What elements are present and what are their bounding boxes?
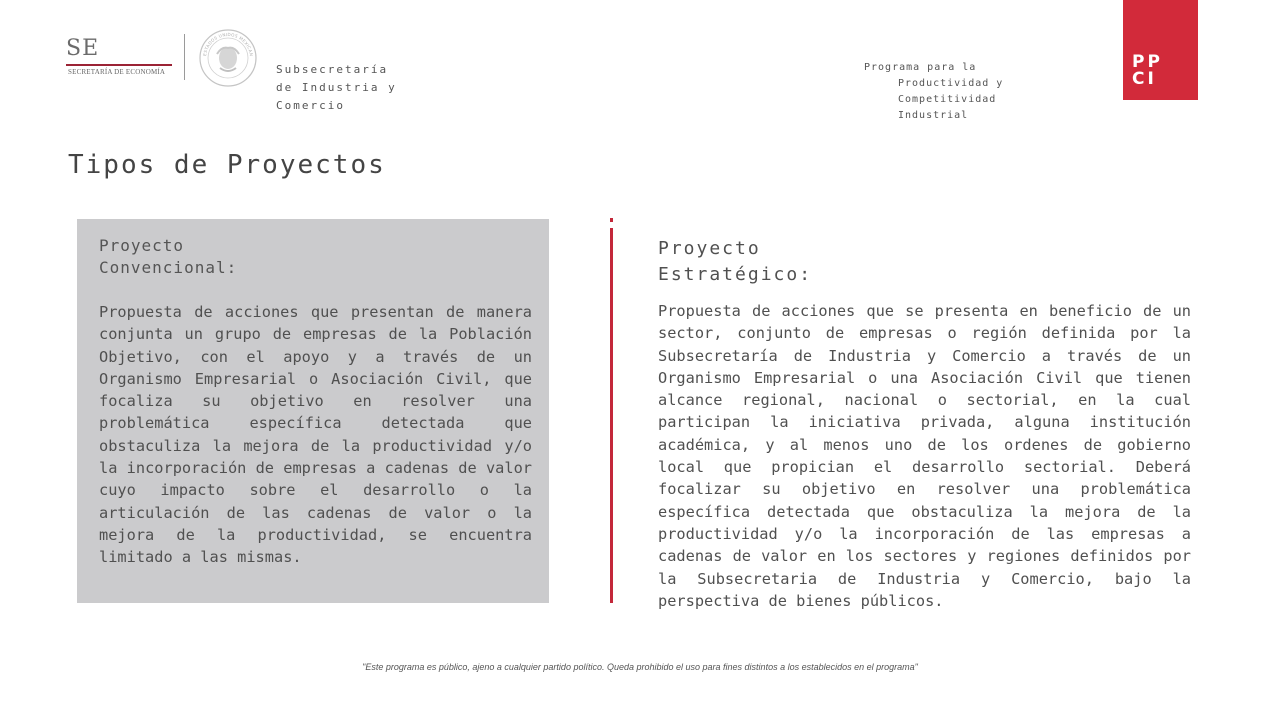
card-body: Propuesta de acciones que presentan de manera conjunta un grupo de empresas de la Población Objetivo, con el apoyo y a través de un Organismo Empresarial o Asociación Civil, que focaliza su objetivo en resolver una problemática específica detectada que obstaculiza la mejora de la productividad y/o la incorporación de empresas a cadenas de valor cuyo impacto sobre el desarrollo o la articulación de las cadenas de valor o la mejora de la productividad, se encuentra limitado a las mismas. xyxy=(99,303,532,567)
proyecto-estrategico-body: Propuesta de acciones que se presenta en beneficio de un sector, conjunto de empresas o región definida por la Subsecretaría de Industria y Comercio a través de un Organismo Empresarial o una Asociación Civil que tienen alcance regional, nacional o sectorial, en la cual participan la iniciativa privada, alguna institución académica, y al menos uno de los ordenes de gobierno local que propician el desarrollo sectorial. Deberá focalizar su objetivo en resolver una problemática específica detectada que obstaculiza la mejora de la productividad y/o la incorporación de las empresas a cadenas de valor en los sectores y regiones definidos por la Subsecretaria de Industria y Comercio, bajo la perspectiva de bienes públicos. xyxy=(658,302,1191,610)
seal-legend: ESTADOS UNIDOS MEXICAN xyxy=(202,31,254,57)
se-logo xyxy=(66,36,174,76)
proyecto-convencional-card xyxy=(77,219,549,603)
vertical-divider xyxy=(610,228,613,603)
national-seal-icon xyxy=(198,28,258,88)
subsecretaria-label: Subsecretaría de Industria y Comercio xyxy=(276,63,397,112)
se-logo-subtitle: SECRETARÍA DE ECONOMÍA xyxy=(68,68,166,76)
legal-footer: "Este programa es público, ajeno a cualquier partido político. Queda prohibido el uso para fines distintos a los establecidos en el programa" xyxy=(362,662,918,672)
se-logo-mark: SE xyxy=(66,36,100,61)
divider-dot xyxy=(610,218,613,222)
card-title: Proyecto Convencional: xyxy=(99,236,238,277)
page-title: Tipos de Proyectos xyxy=(68,150,386,180)
proyecto-estrategico-title: Proyecto Estratégico: xyxy=(658,238,813,285)
ppci-logo: PP CI xyxy=(1123,0,1198,100)
header-separator xyxy=(184,34,185,80)
se-logo-rule xyxy=(66,64,172,66)
programa-label: Programa para la Productividad y Competitividad Industrial xyxy=(864,62,1004,121)
